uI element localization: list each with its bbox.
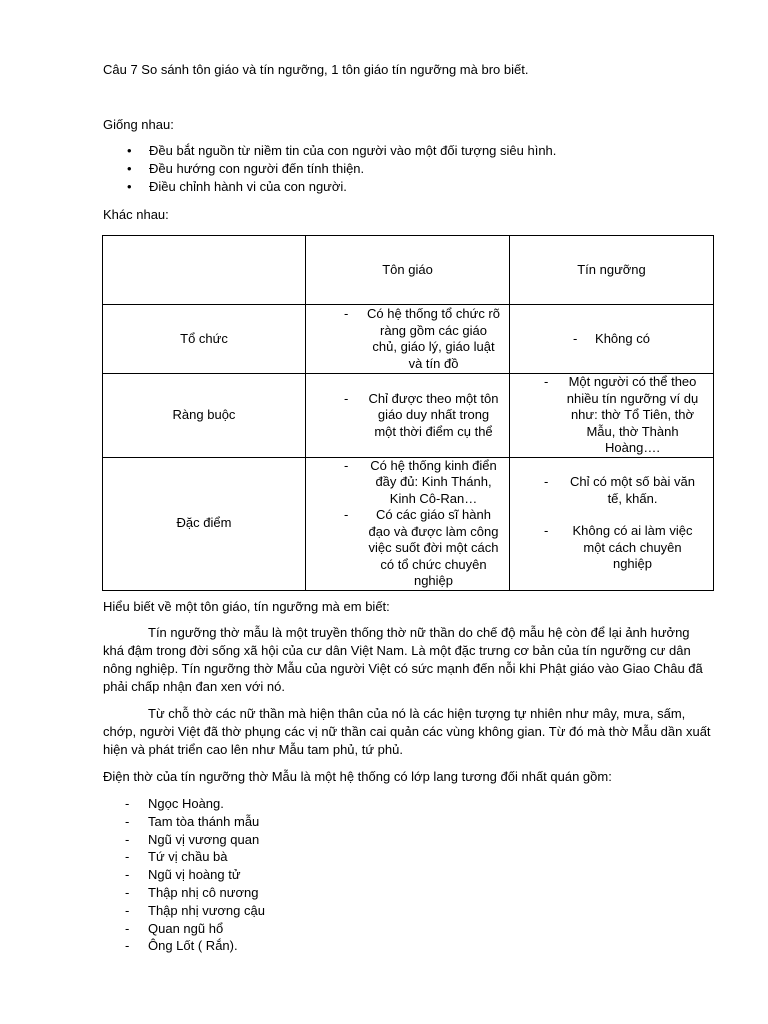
row-label: Tổ chức: [103, 305, 306, 374]
belief-cell: [510, 305, 714, 374]
list-item-text: Quan ngũ hổ: [148, 920, 224, 936]
list-item: [103, 831, 703, 849]
religion-cell: [306, 457, 510, 590]
dash-marker: -: [125, 920, 130, 936]
dash-marker: -: [344, 390, 349, 406]
list-item-text: Ngũ vị vương quan: [148, 831, 260, 847]
dash-marker: -: [544, 474, 549, 490]
cell-text: Không có: [595, 330, 650, 346]
similarities-heading: Giống nhau:: [103, 117, 174, 132]
list-item-text: Điều chỉnh hành vi của con người.: [149, 179, 347, 194]
bullet-icon: •: [127, 143, 132, 158]
dash-marker: -: [544, 523, 549, 539]
dash-marker: -: [344, 507, 349, 522]
list-item: [103, 178, 713, 196]
table-row: [103, 305, 714, 374]
paragraph: Điện thờ của tín ngưỡng thờ Mẫu là một hệ thống có lớp lang tương đối nhất quán gồm:: [103, 769, 612, 784]
list-item-text: Tứ vị chầu bà: [148, 849, 228, 865]
table-row: [103, 457, 714, 590]
religion-cell: [306, 374, 510, 458]
cell-text: Một người có thể theo nhiều tín ngưỡng ví dụ như: thờ Tổ Tiên, thờ Mẫu, thờ Thành Hoàng….: [566, 374, 699, 455]
cell-text: Có hệ thống tổ chức rõ ràng gồm các giáo chủ, giáo lý, giáo luật và tín đồ: [366, 306, 500, 371]
paragraph: Tín ngưỡng thờ mẫu là một truyền thống thờ nữ thần do chế độ mẫu hệ còn để lại ảnh hưởng khá đậm trong đời sống xã hội của cư dân Việt Nam. Là một đặc trưng cơ bản của tín ngưỡng cư dân nông nghiệp. Tín ngưỡng thờ Mẫu của người Việt có sức mạnh đến nỗi khi Phật giáo vào Giao Châu đã phải chấp nhận đan xen với nó.: [103, 625, 703, 694]
header-cell-belief: Tín ngưỡng: [510, 236, 714, 305]
row-label: Đặc điểm: [103, 457, 306, 590]
list-item: [103, 937, 703, 955]
list-item-text: Đều hướng con người đến tính thiện.: [149, 161, 365, 176]
cell-text: Có hệ thống kinh điển đầy đủ: Kinh Thánh, Kinh Cô-Ran…: [370, 457, 497, 506]
similarities-list: [103, 142, 713, 196]
list-item-text: Tam tòa thánh mẫu: [148, 813, 260, 829]
list-item-text: Thập nhị cô nương: [148, 884, 259, 900]
dash-marker: -: [125, 884, 130, 900]
differences-heading: Khác nhau:: [103, 207, 169, 222]
list-item-text: Ông Lốt ( Rắn).: [148, 938, 238, 954]
dash-marker: -: [125, 867, 130, 883]
table-row: [103, 374, 714, 458]
dash-marker: -: [125, 796, 130, 811]
belief-cell: [510, 457, 714, 590]
cell-text: Không có ai làm việc một cách chuyên nghiệp: [572, 523, 693, 572]
list-item: [103, 848, 703, 866]
list-item: [103, 142, 713, 160]
list-item: [103, 813, 703, 831]
dash-marker: -: [125, 902, 130, 918]
bullet-icon: •: [127, 179, 132, 194]
row-label: Ràng buộc: [103, 374, 306, 458]
list-item-text: Ngũ vị hoàng tử: [148, 867, 241, 883]
dash-marker: -: [344, 457, 349, 473]
belief-cell: [510, 374, 714, 458]
list-item: [103, 884, 703, 902]
religion-cell: [306, 305, 510, 374]
dash-marker: -: [125, 813, 130, 829]
comparison-table: [102, 235, 714, 591]
knowledge-heading: Hiểu biết về một tôn giáo, tín ngưỡng mà em biết:: [103, 599, 390, 614]
list-item-text: Ngọc Hoàng.: [148, 796, 224, 811]
dash-marker: -: [344, 306, 349, 321]
list-item-text: Đều bắt nguồn từ niềm tin của con người vào một đối tượng siêu hình.: [149, 143, 557, 158]
dash-marker: -: [125, 849, 130, 865]
list-item: [103, 795, 703, 813]
list-item-text: Thập nhị vương cậu: [148, 902, 265, 918]
list-item: [103, 160, 713, 178]
cell-text: Chỉ có một số bài văn tế, khấn.: [569, 474, 695, 506]
dash-marker: -: [125, 831, 130, 847]
table-header-row: [103, 236, 714, 305]
list-item: [103, 920, 703, 938]
dash-marker: -: [573, 330, 578, 346]
dash-marker: -: [544, 374, 549, 389]
list-item: [103, 902, 703, 920]
cell-text: Có các giáo sĩ hành đạo và được làm công việc suốt đời một cách có tổ chức chuyên nghiệp: [368, 507, 499, 588]
page-title: Câu 7 So sánh tôn giáo và tín ngưỡng, 1 tôn giáo tín ngưỡng mà bro biết.: [103, 62, 529, 77]
header-cell-religion: Tôn giáo: [306, 236, 510, 305]
header-cell-empty: [103, 236, 306, 305]
pantheon-list: [103, 795, 703, 955]
dash-marker: -: [125, 938, 130, 954]
paragraph: Từ chỗ thờ các nữ thần mà hiện thân của nó là các hiện tượng tự nhiên như mây, mưa, sấm, chớp, người Việt đã thờ phụng các vị nữ thần cai quản các vùng không gian. Từ đó mà thờ Mẫu dần xuất hiện và phát triển cao lên như Mẫu tam phủ, tứ phủ.: [103, 706, 711, 757]
bullet-icon: •: [127, 161, 132, 176]
cell-text: Chỉ được theo một tôn giáo duy nhất trong một thời điểm cụ thể: [368, 390, 499, 439]
list-item: [103, 866, 703, 884]
